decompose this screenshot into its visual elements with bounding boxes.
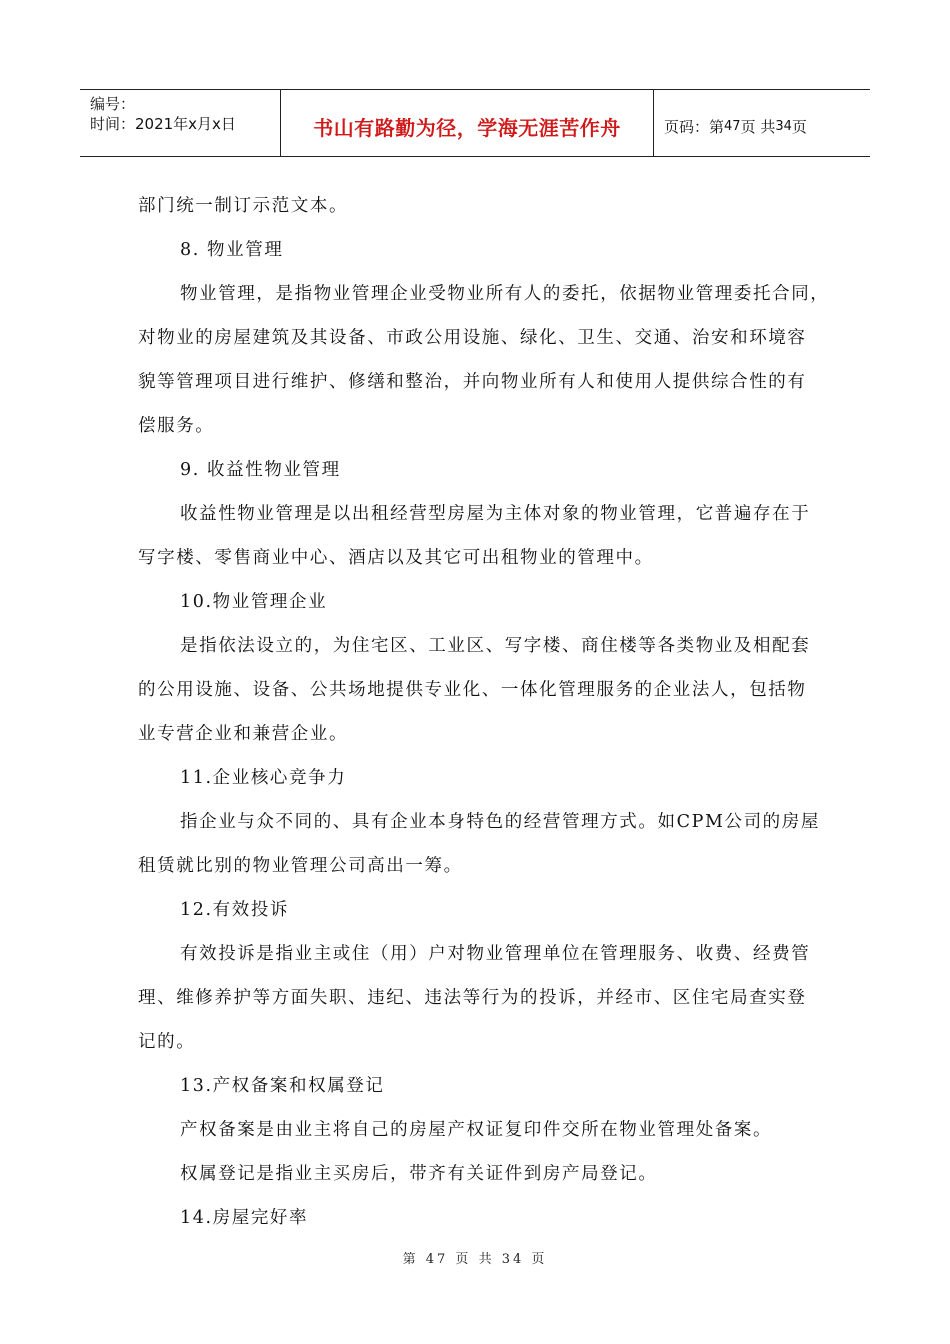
number-label: 编号： bbox=[90, 95, 136, 113]
page-footer: 第 47 页 共 34 页 bbox=[402, 1252, 548, 1267]
section-heading: 9. 收益性物业管理 bbox=[180, 460, 341, 480]
section-heading: 8. 物业管理 bbox=[180, 240, 284, 260]
header-motto: 书山有路勤为径，学海无涯苦作舟 bbox=[281, 90, 654, 156]
page-suffix: 页 bbox=[791, 117, 807, 136]
section-heading: 11.企业核心竞争力 bbox=[180, 768, 347, 788]
section-heading: 13.产权备案和权属登记 bbox=[180, 1076, 385, 1096]
header-meta bbox=[80, 90, 281, 156]
body-line: 貌等管理项目进行维护、修缮和整治，并向物业所有人和使用人提供综合性的有 bbox=[138, 372, 807, 392]
body-line: 部门统一制订示范文本。 bbox=[138, 196, 349, 216]
body-line: 产权备案是由业主将自己的房屋产权证复印件交所在物业管理处备案。 bbox=[180, 1120, 773, 1140]
document-body bbox=[138, 184, 830, 1240]
body-line: 业专营企业和兼营企业。 bbox=[138, 724, 349, 744]
body-line: 记的。 bbox=[138, 1032, 196, 1052]
date-label: 时间：2021年x月x日 bbox=[90, 115, 236, 133]
body-line: 指企业与众不同的、具有企业本身特色的经营管理方式。如CPM公司的房屋 bbox=[180, 812, 820, 832]
body-line: 有效投诉是指业主或住（用）户对物业管理单位在管理服务、收费、经费管 bbox=[180, 944, 811, 964]
section-heading: 14.房屋完好率 bbox=[180, 1208, 309, 1228]
body-line: 收益性物业管理是以出租经营型房屋为主体对象的物业管理，它普遍存在于 bbox=[180, 504, 811, 524]
page-prefix: 页码：第 bbox=[664, 117, 725, 136]
section-heading: 12.有效投诉 bbox=[180, 900, 290, 920]
body-line: 租赁就比别的物业管理公司高出一筹。 bbox=[138, 856, 463, 876]
body-line: 是指依法设立的，为住宅区、工业区、写字楼、商住楼等各类物业及相配套 bbox=[180, 636, 811, 656]
body-line: 物业管理，是指物业管理企业受物业所有人的委托，依据物业管理委托合同， bbox=[180, 284, 830, 304]
page-current: 47 bbox=[724, 118, 741, 134]
body-line: 写字楼、零售商业中心、酒店以及其它可出租物业的管理中。 bbox=[138, 548, 654, 568]
page-mid: 页 共 bbox=[740, 117, 776, 136]
body-line: 偿服务。 bbox=[138, 416, 215, 436]
document-header bbox=[80, 89, 870, 157]
section-heading: 10.物业管理企业 bbox=[180, 592, 328, 612]
body-line: 的公用设施、设备、公共场地提供专业化、一体化管理服务的企业法人，包括物 bbox=[138, 680, 807, 700]
body-line: 理、维修养护等方面失职、违纪、违法等行为的投诉，并经市、区住宅局查实登 bbox=[138, 988, 807, 1008]
header-page-info bbox=[654, 90, 870, 156]
body-line: 对物业的房屋建筑及其设备、市政公用设施、绿化、卫生、交通、治安和环境容 bbox=[138, 328, 807, 348]
page-total: 34 bbox=[775, 118, 792, 134]
body-line: 权属登记是指业主买房后，带齐有关证件到房产局登记。 bbox=[180, 1164, 658, 1184]
